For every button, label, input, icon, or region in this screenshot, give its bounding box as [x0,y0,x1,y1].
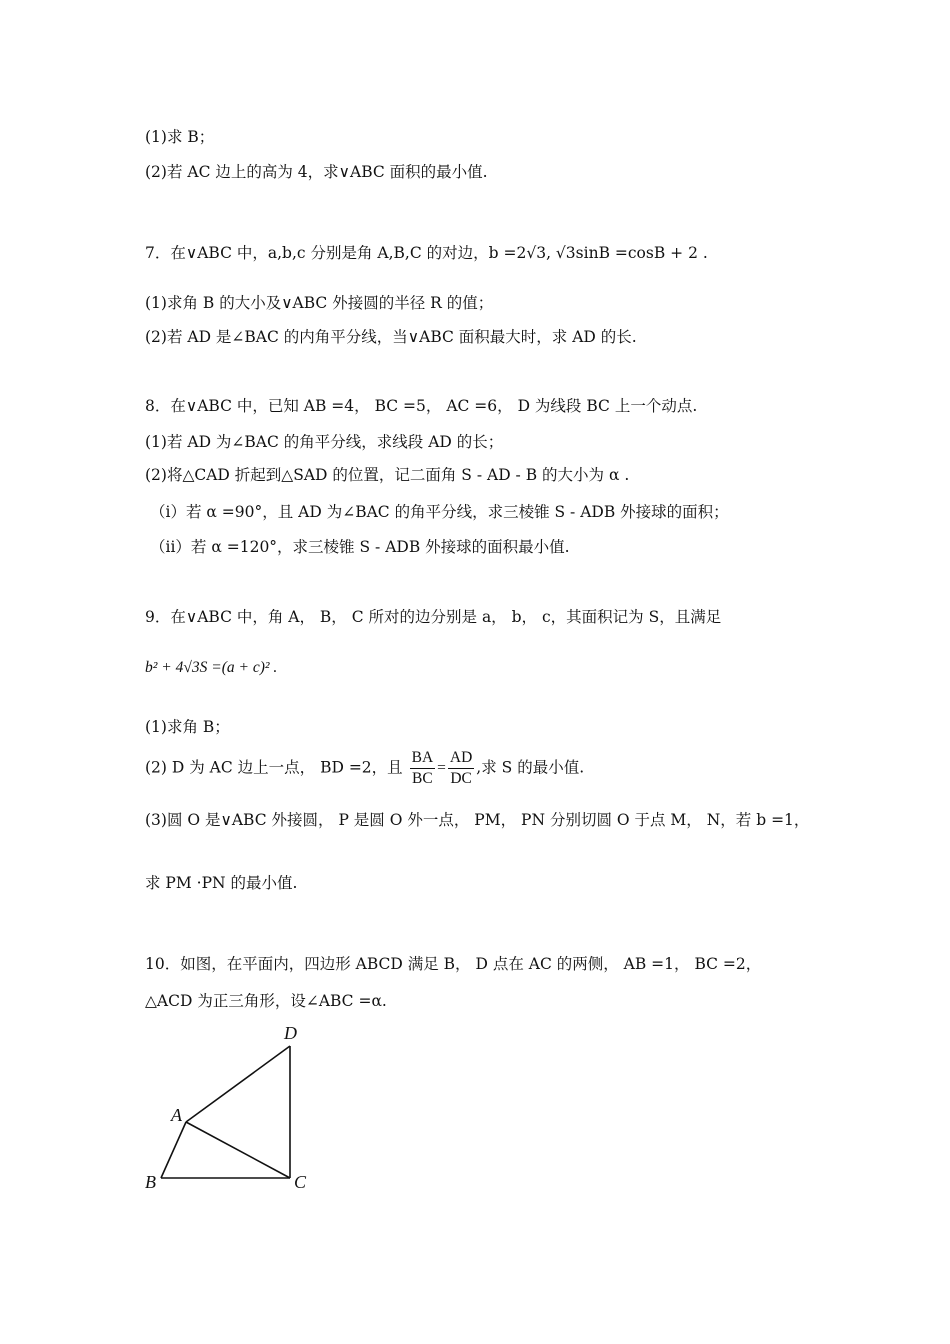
q8-stem: 8．在∨ABC 中，已知 AB =4， BC =5， AC =6， D 为线段 BC 上一个动点. [145,397,698,415]
frac2-denominator: DC [450,770,472,787]
q8-part1: (1)若 AD 为∠BAC 的角平分线，求线段 AD 的长； [145,433,504,451]
q8-sub2: （ii）若 α =120°，求三棱锥 S - ADB 外接球的面积最小值. [150,538,570,556]
label-d: D [284,1023,297,1043]
q8-sub1: （i）若 α =90°，且 AD 为∠BAC 的角平分线，求三棱锥 S - ADB 外接球的面积； [150,503,729,521]
q9-equation: b² + 4√3S =(a + c)² . [145,659,278,676]
frac1-denominator: BC [412,770,433,787]
q9-part2-suffix: ,求 S 的最小值. [476,758,585,777]
q9-part3-end: 求 PM ·PN 的最小值. [145,874,298,892]
edge-ab [161,1122,186,1178]
frac1-numerator: BA [410,748,436,769]
q7-part1: (1)求角 B 的大小及∨ABC 外接圆的半径 R 的值； [145,294,494,312]
q10-stem2: △ACD 为正三角形，设∠ABC =α. [145,992,387,1010]
label-b: B [145,1172,156,1192]
edge-da [186,1046,290,1122]
q6-part1: (1)求 B； [145,128,215,146]
label-a: A [171,1105,182,1125]
edge-ac [186,1122,290,1178]
q7-part2: (2)若 AD 是∠BAC 的内角平分线，当∨ABC 面积最大时，求 AD 的长. [145,328,637,346]
q9-part3: (3)圆 O 是∨ABC 外接圆， P 是圆 O 外一点， PM， PN 分别切圆 O 于点 M， N，若 b =1， [145,811,810,829]
frac2-numerator: AD [448,748,474,769]
ratio-ad-dc [448,748,474,789]
q6-part2: (2)若 AC 边上的高为 4，求∨ABC 面积的最小值. [145,163,488,181]
q7-stem: 7．在∨ABC 中，a,b,c 分别是角 A,B,C 的对边，b =2√3, √3sinB =cosB + 2 . [145,244,708,262]
q9-part1: (1)求角 B； [145,718,230,736]
q9-stem: 9．在∨ABC 中，角 A， B， C 所对的边分别是 a， b， c，其面积记为 S，且满足 [145,608,722,626]
q8-part2: (2)将△CAD 折起到△SAD 的位置，记二面角 S - AD - B 的大小为 α . [145,466,630,484]
q9-part2 [145,748,584,789]
q9-part2-prefix: (2) D 为 AC 边上一点， BD =2，且 [145,758,403,777]
quadrilateral-figure [140,1018,320,1198]
label-c: C [294,1172,307,1192]
q10-stem: 10．如图，在平面内，四边形 ABCD 满足 B， D 点在 AC 的两侧， AB =1， BC =2， [145,955,762,973]
frac-equals: = [437,759,446,777]
ratio-ba-bc [410,748,436,789]
